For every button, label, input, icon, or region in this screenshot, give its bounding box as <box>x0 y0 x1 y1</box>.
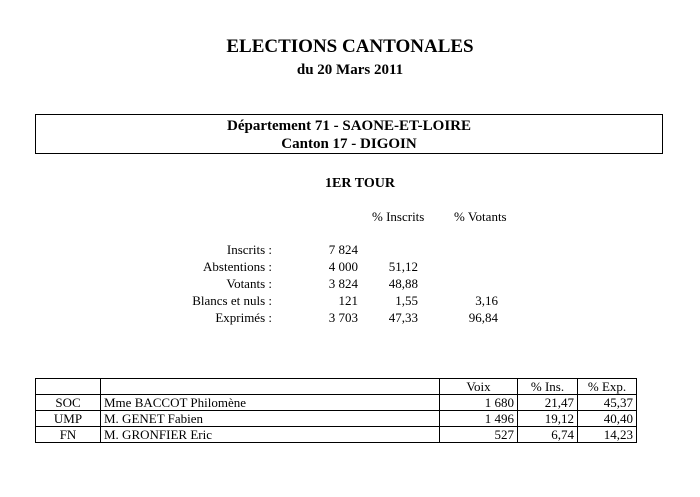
header-candidate <box>101 379 440 395</box>
stats-label: Exprimés : <box>215 310 272 325</box>
stats-label: Inscrits : <box>226 242 272 257</box>
stats-row <box>0 293 700 309</box>
stats-label: Votants : <box>226 276 272 291</box>
pct-exp-cell: 40,40 <box>578 411 637 427</box>
stats-pct-inscrits: 48,88 <box>388 276 418 291</box>
table-row <box>36 411 637 427</box>
header-pct-exp: % Exp. <box>578 379 637 395</box>
party-cell: FN <box>36 427 101 443</box>
pct-ins-cell: 6,74 <box>518 427 578 443</box>
canton-label: Canton 17 - DIGOIN <box>281 136 417 152</box>
pct-exp-cell: 14,23 <box>578 427 637 443</box>
page-title: ELECTIONS CANTONALES <box>226 36 474 57</box>
stats-value: 4 000 <box>328 259 358 274</box>
pct-exp-cell: 45,37 <box>578 395 637 411</box>
stats-pct-inscrits: 47,33 <box>388 310 418 325</box>
table-row <box>36 427 637 443</box>
stats-pct-votants: 96,84 <box>468 310 498 325</box>
voix-cell: 1 680 <box>440 395 518 411</box>
candidate-cell: M. GENET Fabien <box>101 411 440 427</box>
stats-block <box>0 242 700 332</box>
stats-row <box>0 276 700 292</box>
stats-pct-inscrits: 51,12 <box>388 259 418 274</box>
stats-row <box>0 242 700 258</box>
table-row <box>36 395 637 411</box>
stats-row <box>0 310 700 326</box>
candidate-cell: Mme BACCOT Philomène <box>101 395 440 411</box>
col-header-pct-votants: % Votants <box>454 209 507 224</box>
party-cell: SOC <box>36 395 101 411</box>
header-party <box>36 379 101 395</box>
voix-cell: 527 <box>440 427 518 443</box>
results-table <box>35 378 637 443</box>
stats-value: 3 703 <box>328 310 358 325</box>
stats-pct-votants: 3,16 <box>475 293 498 308</box>
election-date: du 20 Mars 2011 <box>296 62 404 78</box>
stats-label: Blancs et nuls : <box>192 293 272 308</box>
stats-value: 3 824 <box>328 276 358 291</box>
header-pct-ins: % Ins. <box>518 379 578 395</box>
stats-row <box>0 259 700 275</box>
party-cell: UMP <box>36 411 101 427</box>
departement-label: Département 71 - SAONE-ET-LOIRE <box>226 118 472 134</box>
stats-label: Abstentions : <box>203 259 272 274</box>
col-header-pct-inscrits: % Inscrits <box>372 209 425 224</box>
stats-value: 7 824 <box>328 242 358 257</box>
pct-ins-cell: 21,47 <box>518 395 578 411</box>
stats-value: 121 <box>338 293 358 308</box>
voix-cell: 1 496 <box>440 411 518 427</box>
header-voix: Voix <box>440 379 518 395</box>
location-box <box>35 114 663 154</box>
round-label: 1ER TOUR <box>325 176 395 191</box>
stats-pct-inscrits: 1,55 <box>395 293 418 308</box>
pct-ins-cell: 19,12 <box>518 411 578 427</box>
candidate-cell: M. GRONFIER Eric <box>101 427 440 443</box>
results-header-row <box>36 379 637 395</box>
